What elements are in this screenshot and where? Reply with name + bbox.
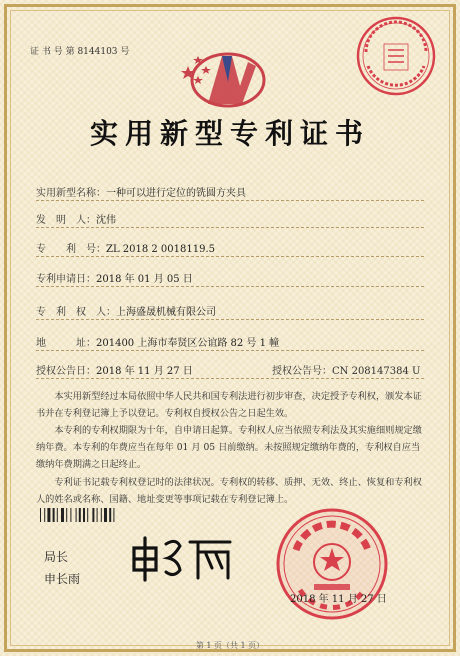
patentee-label: 专 利 权 人：	[36, 307, 116, 318]
director-name: 申长雨	[44, 572, 81, 586]
patent-office-emblem-icon	[178, 42, 270, 112]
patent-number-value: ZL 2018 2 0018119.5	[106, 244, 216, 255]
address-label: 地 址：	[36, 338, 96, 349]
grant-number-row	[272, 362, 420, 377]
director-signature	[128, 530, 238, 582]
divider	[36, 350, 424, 351]
certificate-title: 实用新型专利证书	[89, 117, 370, 150]
certificate-number: 证 书 号 第 8144103 号	[30, 47, 130, 57]
address-value: 201400 上海市奉贤区公谊路 82 号 1 幢	[96, 338, 280, 349]
inventor-label: 发 明 人：	[36, 215, 96, 226]
agency-stamp-seal	[352, 12, 440, 100]
patentee-row	[36, 303, 216, 318]
filing-date-label: 专利申请日：	[36, 274, 96, 285]
utility-model-name-value: 一种可以进行定位的铣圆方夹具	[106, 188, 246, 199]
paragraph-grant-decision: 本实用新型经过本局依照中华人民共和国专利法进行初步审查，决定授予专利权，颁发本证书并在专利登记簿上予以登记。专利权自授权公告之日起生效。	[36, 391, 422, 419]
utility-model-name-label: 实用新型名称：	[36, 188, 106, 199]
grant-number-value: CN 208147384 U	[332, 366, 421, 377]
paragraph-legal-status: 专利证书记载专利权登记时的法律状况。专利权的转移、质押、无效、终止、恢复和专利权人的姓名或名称、国籍、地址变更等事项记载在专利登记簿上。	[36, 477, 422, 505]
filing-date-row	[36, 270, 193, 285]
director-title: 局长	[44, 550, 69, 564]
page-footer: 第 1 页（共 1 页）	[195, 641, 265, 650]
divider	[36, 286, 424, 287]
divider	[36, 200, 424, 201]
grant-date-label: 授权公告日：	[36, 366, 96, 377]
inventor-row	[36, 211, 116, 226]
paragraph-term-fees: 本专利的专利权期限为十年，自申请日起算。专利权人应当依照专利法及其实施细则规定缴纳年费。本专利的年费应当在每年 01 月 05 日前缴纳。未按照规定缴纳年费的，专利权自应当缴纳年费期满之日起终止。	[36, 425, 422, 470]
grant-date-value: 2018 年 11 月 27 日	[96, 366, 193, 377]
seal-date: 2018 年 11 月 27 日	[290, 594, 387, 605]
divider	[36, 227, 424, 228]
grant-date-row	[36, 362, 193, 377]
patent-number-row	[36, 240, 215, 255]
address-row	[36, 334, 279, 349]
divider	[36, 319, 424, 320]
utility-model-name-row	[36, 184, 246, 199]
patent-number-label: 专 利 号：	[36, 244, 106, 255]
divider	[36, 256, 424, 257]
filing-date-value: 2018 年 01 月 05 日	[96, 274, 193, 285]
divider	[36, 378, 424, 379]
inventor-value: 沈伟	[96, 215, 116, 226]
barcode-icon	[40, 508, 150, 522]
patentee-value: 上海盛晟机械有限公司	[116, 307, 216, 318]
grant-number-label: 授权公告号：	[272, 366, 332, 377]
